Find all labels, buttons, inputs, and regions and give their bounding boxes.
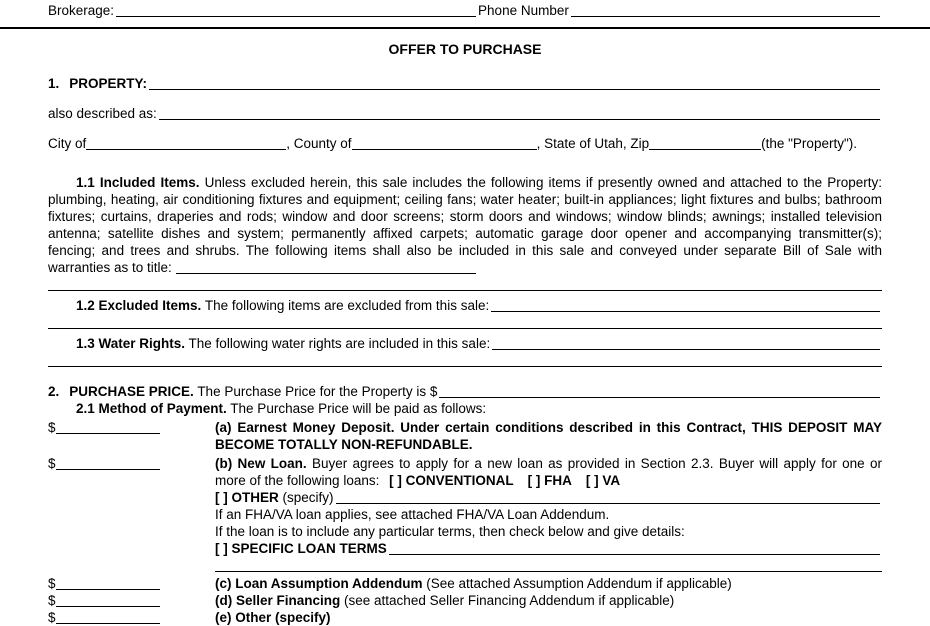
va-label: VA: [602, 473, 621, 488]
dollar-sign: $: [48, 610, 56, 625]
purchase-price-blank[interactable]: [439, 397, 880, 398]
specific-loan-terms-text: [215, 540, 387, 557]
included-items-blank[interactable]: [176, 262, 476, 274]
payment-row-c: [48, 575, 882, 592]
brokerage-label: Brokerage:: [48, 3, 115, 18]
amount-a-blank[interactable]: [56, 422, 160, 434]
excluded-items-text: 1.2 Excluded Items. The following items are excluded from this sale:: [76, 298, 490, 313]
excluded-items-line: [48, 297, 882, 314]
amount-c-blank[interactable]: [56, 578, 160, 590]
city-county-line: [48, 135, 882, 152]
property-line: [48, 75, 882, 92]
fha-checkbox[interactable]: [ ]: [527, 473, 541, 488]
other-loan-line: [215, 489, 882, 506]
purchase-price-heading: PURCHASE PRICE.: [69, 384, 194, 399]
dollar-sign: $: [48, 576, 56, 591]
specific-loan-terms-line: [215, 540, 882, 557]
seller-financing-heading: (d) Seller Financing: [215, 593, 341, 608]
dollar-sign: $: [48, 593, 56, 608]
state-zip-label: , State of Utah, Zip: [536, 136, 650, 151]
phone-number-blank[interactable]: [571, 16, 880, 17]
amount-a: [48, 419, 215, 436]
other-loan-text: [215, 489, 334, 506]
property-paren-label: (the "Property").: [761, 136, 857, 151]
amount-e-blank[interactable]: [56, 612, 160, 624]
water-rights-line: [48, 335, 882, 352]
seller-financing-line: [215, 592, 882, 609]
va-checkbox[interactable]: [ ]: [585, 473, 599, 488]
other-loan-blank[interactable]: [336, 503, 880, 504]
zip-blank[interactable]: [649, 138, 761, 150]
method-of-payment-heading: 2.1 Method of Payment.: [76, 401, 227, 416]
other-specify-label: (specify): [282, 490, 334, 505]
purchase-price-text: 2. PURCHASE PRICE. The Purchase Price for the Property is $: [48, 384, 438, 399]
included-items-heading: 1.1 Included Items.: [76, 175, 200, 190]
amount-d-blank[interactable]: [56, 595, 160, 607]
county-label: , County of: [286, 136, 352, 151]
included-items-paragraph: [48, 174, 882, 276]
city-label: City of: [48, 136, 87, 151]
amount-e: [48, 609, 215, 626]
section-1-number: 1.: [48, 76, 60, 91]
loan-option-va: [586, 473, 620, 488]
county-blank[interactable]: [352, 138, 537, 150]
new-loan-block: [215, 455, 882, 573]
included-items-text: Unless excluded herein, this sale includes the following items if presently owned and attached to the Property: plumbing, heating, air conditioning fixtures and equipment; ceiling fans; water heater; built-in appliances; light fixtures and bulbs; bathroom fixtures; curtains, draperies and rods; window and door screens; storm doors and windows; window blinds; awnings; installed television antenna; satellite dishes and system; permanently affixed carpets; automatic garage door opener and accompanying transmitter(s); fencing; and trees and shrubs. The following items shall also be included in this sale and conveyed under separate Bill of Sale with warranties as to title:: [48, 175, 882, 275]
brokerage-header-row: [0, 0, 930, 19]
specific-loan-terms-label: SPECIFIC LOAN TERMS: [231, 541, 387, 556]
included-items-continuation-blank[interactable]: [48, 276, 882, 291]
excluded-items-blank[interactable]: [491, 311, 880, 312]
also-described-label: also described as:: [48, 106, 157, 121]
loan-option-conventional: [389, 473, 514, 488]
document-title: OFFER TO PURCHASE: [388, 41, 542, 57]
dollar-sign: $: [48, 420, 56, 435]
fha-va-note: If an FHA/VA loan applies, see attached FHA/VA Loan Addendum.: [215, 507, 610, 522]
purchase-price-line: [48, 383, 882, 400]
other-payment-line: [215, 609, 882, 626]
loan-assumption-heading: (c) Loan Assumption Addendum: [215, 576, 423, 591]
amount-b-blank[interactable]: [56, 458, 160, 470]
new-loan-paragraph: [215, 455, 882, 489]
loan-assumption-note: (See attached Assumption Addendum if applicable): [426, 576, 732, 591]
loan-assumption-line: [215, 575, 882, 592]
water-rights-blank[interactable]: [492, 349, 880, 350]
seller-financing-note: (see attached Seller Financing Addendum if applicable): [344, 593, 675, 608]
property-blank[interactable]: [149, 89, 880, 90]
loan-option-fha: [528, 473, 572, 488]
amount-c: [48, 575, 215, 592]
payment-row-a: [48, 419, 882, 453]
earnest-money-text: (a) Earnest Money Deposit. Under certain conditions described in this Contract, THIS DEPOSIT MAY BECOME TOTALLY NON-REFUNDABLE.: [215, 420, 882, 452]
new-loan-text: Buyer agrees to apply for a new loan as provided in Section 2.3. Buyer will apply for one or more of the following loans:: [215, 456, 882, 488]
other-label: OTHER: [231, 490, 279, 505]
also-described-line: [48, 105, 882, 122]
payment-row-b: [48, 455, 882, 573]
method-of-payment-line: 2.1 Method of Payment. The Purchase Price will be paid as follows:: [76, 401, 487, 416]
property-heading: [48, 75, 147, 92]
specific-loan-terms-blank[interactable]: [389, 554, 880, 555]
fha-label: FHA: [544, 473, 572, 488]
amount-d: [48, 592, 215, 609]
section-2-number: 2.: [48, 384, 60, 399]
excluded-items-heading: 1.2 Excluded Items.: [76, 298, 202, 313]
dollar-sign: $: [48, 456, 56, 471]
conventional-label: CONVENTIONAL: [405, 473, 514, 488]
city-blank[interactable]: [86, 138, 286, 150]
water-rights-text: 1.3 Water Rights. The following water rights are included in this sale:: [76, 336, 491, 351]
excluded-items-continuation-blank[interactable]: [48, 314, 882, 329]
also-described-blank[interactable]: [159, 119, 880, 120]
other-checkbox[interactable]: [ ]: [215, 490, 228, 505]
loan-type-options: [389, 473, 620, 488]
brokerage-blank[interactable]: [116, 16, 476, 17]
specific-loan-terms-continuation-blank[interactable]: [215, 557, 882, 572]
water-rights-heading: 1.3 Water Rights.: [76, 336, 186, 351]
water-rights-continuation-blank[interactable]: [48, 352, 882, 367]
particular-terms-note: If the loan is to include any particular terms, then check below and give details:: [215, 524, 685, 539]
payment-row-d: [48, 592, 882, 609]
page-body: [0, 41, 930, 626]
amount-b: [48, 455, 215, 472]
new-loan-heading: (b) New Loan.: [215, 456, 307, 471]
specific-loan-terms-checkbox[interactable]: [ ]: [215, 541, 228, 556]
phone-number-label: Phone Number: [478, 3, 569, 18]
payment-row-e: [48, 609, 882, 626]
property-label: PROPERTY:: [69, 76, 148, 91]
conventional-checkbox[interactable]: [ ]: [389, 473, 402, 488]
other-payment-heading: (e) Other (specify): [215, 610, 331, 625]
header-divider: [0, 27, 930, 29]
